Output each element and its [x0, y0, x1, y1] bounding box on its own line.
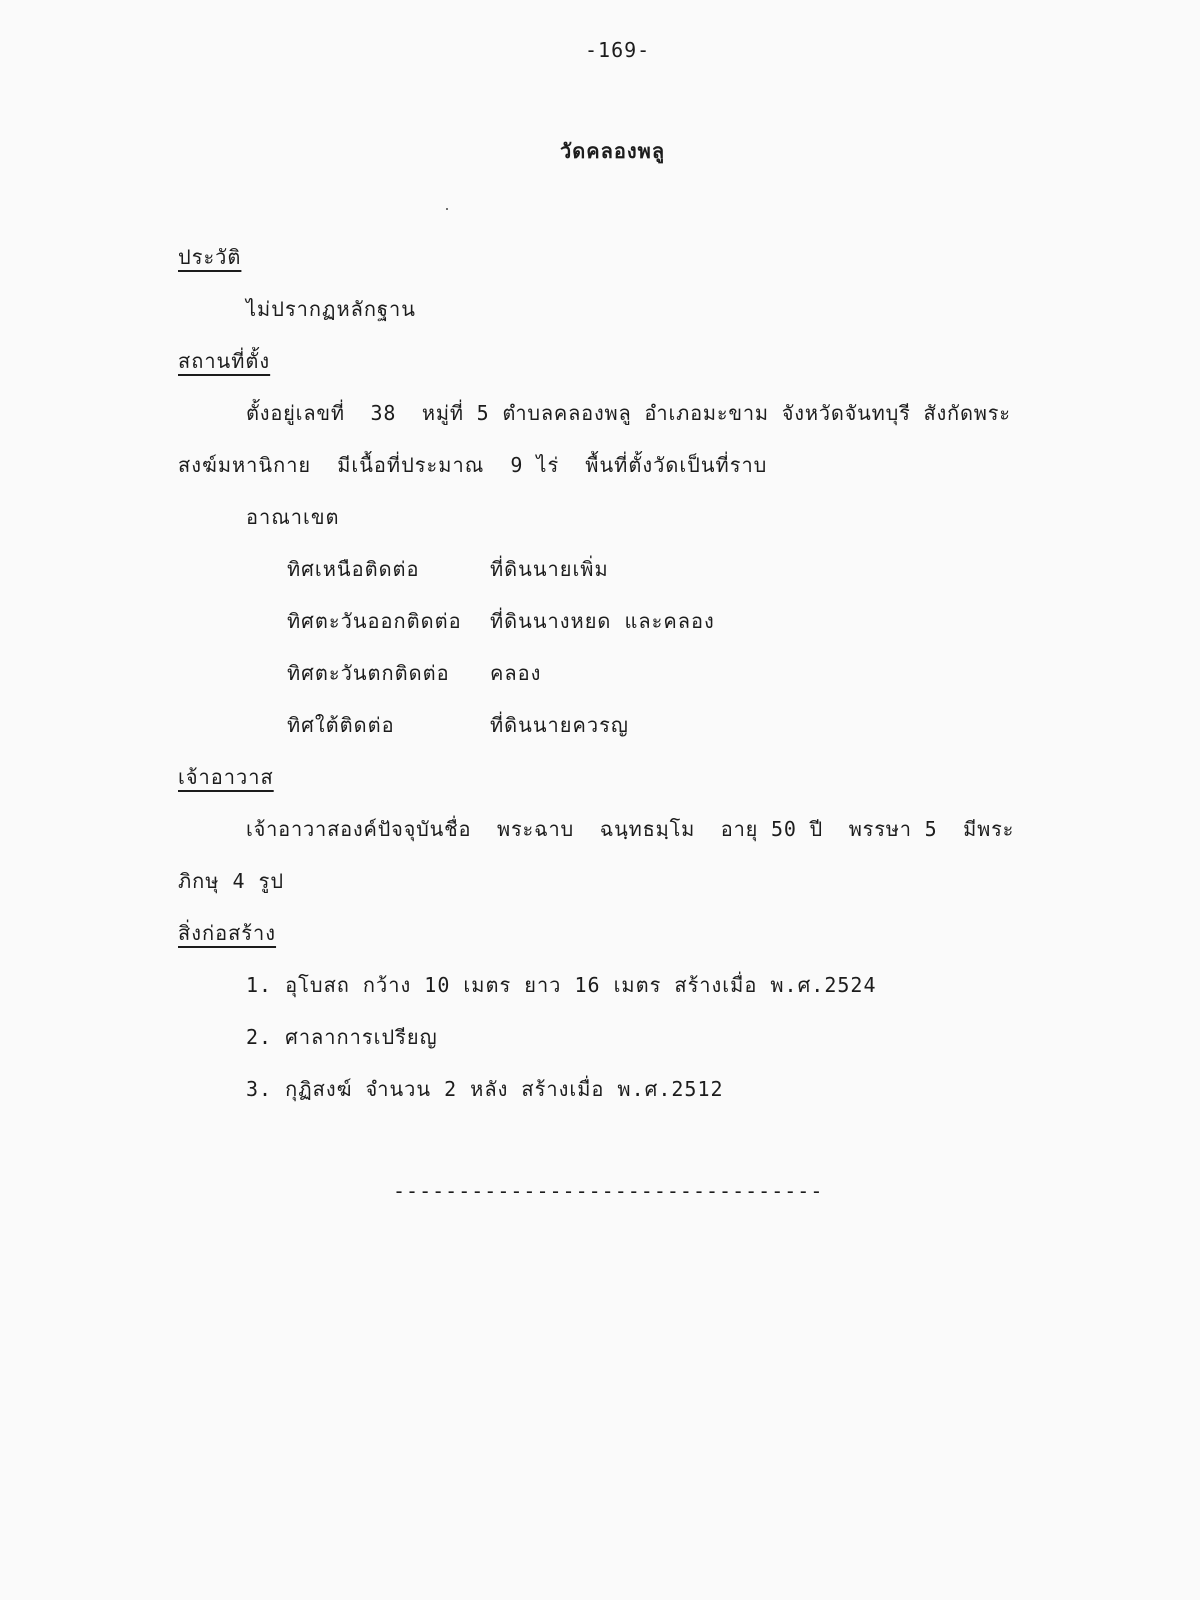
section-divider: --------------------------------- [393, 1179, 824, 1203]
boundary-west-value: คลอง [490, 661, 542, 685]
building-item-2: 2. ศาลาการเปรียญ [246, 1025, 438, 1049]
location-heading: สถานที่ตั้ง [178, 349, 271, 373]
boundary-east-direction: ทิศตะวันออกติดต่อ [287, 609, 462, 633]
building-item-1: 1. อุโบสถ กว้าง 10 เมตร ยาว 16 เมตร สร้างเมื่อ พ.ศ.2524 [246, 973, 877, 997]
buildings-heading: สิ่งก่อสร้าง [178, 921, 277, 945]
boundary-north-direction: ทิศเหนือติดต่อ [287, 557, 420, 581]
abbot-line-1: เจ้าอาวาสองค์ปัจจุบันชื่อ พระฉาบ ฉนฺทธมฺโม อายุ 50 ปี พรรษา 5 มีพระ [246, 817, 1015, 841]
location-line-1: ตั้งอยู่เลขที่ 38 หมู่ที่ 5 ตำบลคลองพลู อำเภอมะขาม จังหวัดจันทบุรี สังกัดพระ [246, 401, 1011, 425]
boundary-south-value: ที่ดินนายควรญ [490, 713, 629, 737]
boundary-label: อาณาเขต [246, 505, 340, 529]
boundary-south-direction: ทิศใต้ติดต่อ [287, 713, 395, 737]
boundary-east-value: ที่ดินนางหยด และคลอง [490, 609, 715, 633]
page-title: วัดคลองพลู [560, 139, 666, 163]
history-text: ไม่ปรากฏหลักฐาน [246, 297, 416, 321]
boundary-west-direction: ทิศตะวันตกติดต่อ [287, 661, 450, 685]
location-line-2: สงฆ์มหานิกาย มีเนื้อที่ประมาณ 9 ไร่ พื้นที่ตั้งวัดเป็นที่ราบ [178, 453, 768, 477]
scan-speck [446, 208, 448, 210]
boundary-north-value: ที่ดินนายเพิ่ม [490, 557, 609, 581]
abbot-line-2: ภิกษุ 4 รูป [178, 869, 285, 893]
history-heading: ประวัติ [178, 245, 242, 269]
building-item-3: 3. กุฏิสงฆ์ จำนวน 2 หลัง สร้างเมื่อ พ.ศ.2512 [246, 1077, 724, 1101]
abbot-heading: เจ้าอาวาส [178, 765, 274, 789]
page-number: -169- [585, 38, 651, 62]
